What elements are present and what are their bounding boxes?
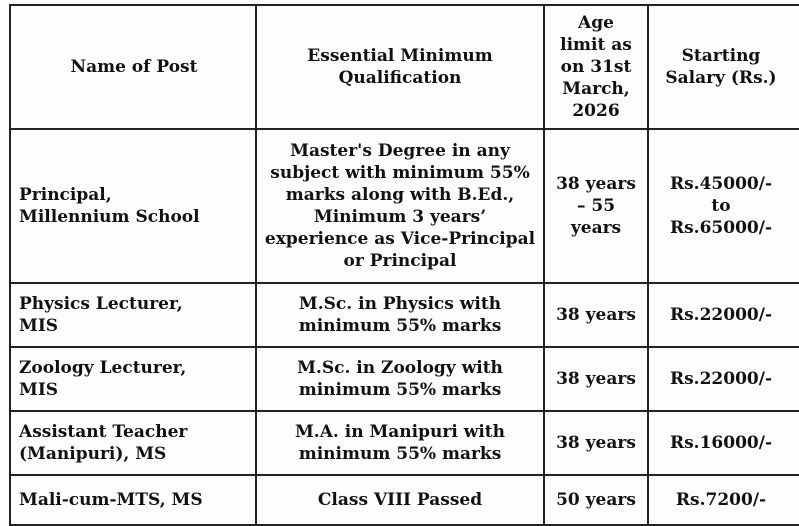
header-age-limit: Age limit as on 31st March, 2026 <box>544 5 648 129</box>
cell-qualification: Class VIII Passed <box>256 475 544 525</box>
header-name-of-post: Name of Post <box>10 5 256 129</box>
recruitment-table <box>9 4 799 526</box>
table-row <box>10 283 799 347</box>
cell-age: 38 years <box>544 411 648 475</box>
cell-post: Principal, Millennium School <box>10 129 256 283</box>
cell-qualification: M.A. in Manipuri with minimum 55% marks <box>256 411 544 475</box>
header-starting-salary: Starting Salary (Rs.) <box>648 5 799 129</box>
cell-qualification: Master's Degree in any subject with minimum 55% marks along with B.Ed., Minimum 3 years’ experience as Vice-Principal or Principal <box>256 129 544 283</box>
cell-post: Physics Lecturer, MIS <box>10 283 256 347</box>
table-row <box>10 347 799 411</box>
cell-age: 38 years – 55 years <box>544 129 648 283</box>
header-qualification: Essential Minimum Qualification <box>256 5 544 129</box>
cell-salary: Rs.22000/- <box>648 347 799 411</box>
cell-qualification: M.Sc. in Zoology with minimum 55% marks <box>256 347 544 411</box>
cell-age: 38 years <box>544 283 648 347</box>
cell-post: Assistant Teacher (Manipuri), MS <box>10 411 256 475</box>
cell-age: 38 years <box>544 347 648 411</box>
cell-salary: Rs.45000/- to Rs.65000/- <box>648 129 799 283</box>
cell-post: Mali-cum-MTS, MS <box>10 475 256 525</box>
table-header-row <box>10 5 799 129</box>
table-row <box>10 475 799 525</box>
table-row <box>10 129 799 283</box>
cell-age: 50 years <box>544 475 648 525</box>
cell-salary: Rs.16000/- <box>648 411 799 475</box>
table-row <box>10 411 799 475</box>
cell-salary: Rs.7200/- <box>648 475 799 525</box>
cell-post: Zoology Lecturer, MIS <box>10 347 256 411</box>
cell-salary: Rs.22000/- <box>648 283 799 347</box>
cell-qualification: M.Sc. in Physics with minimum 55% marks <box>256 283 544 347</box>
